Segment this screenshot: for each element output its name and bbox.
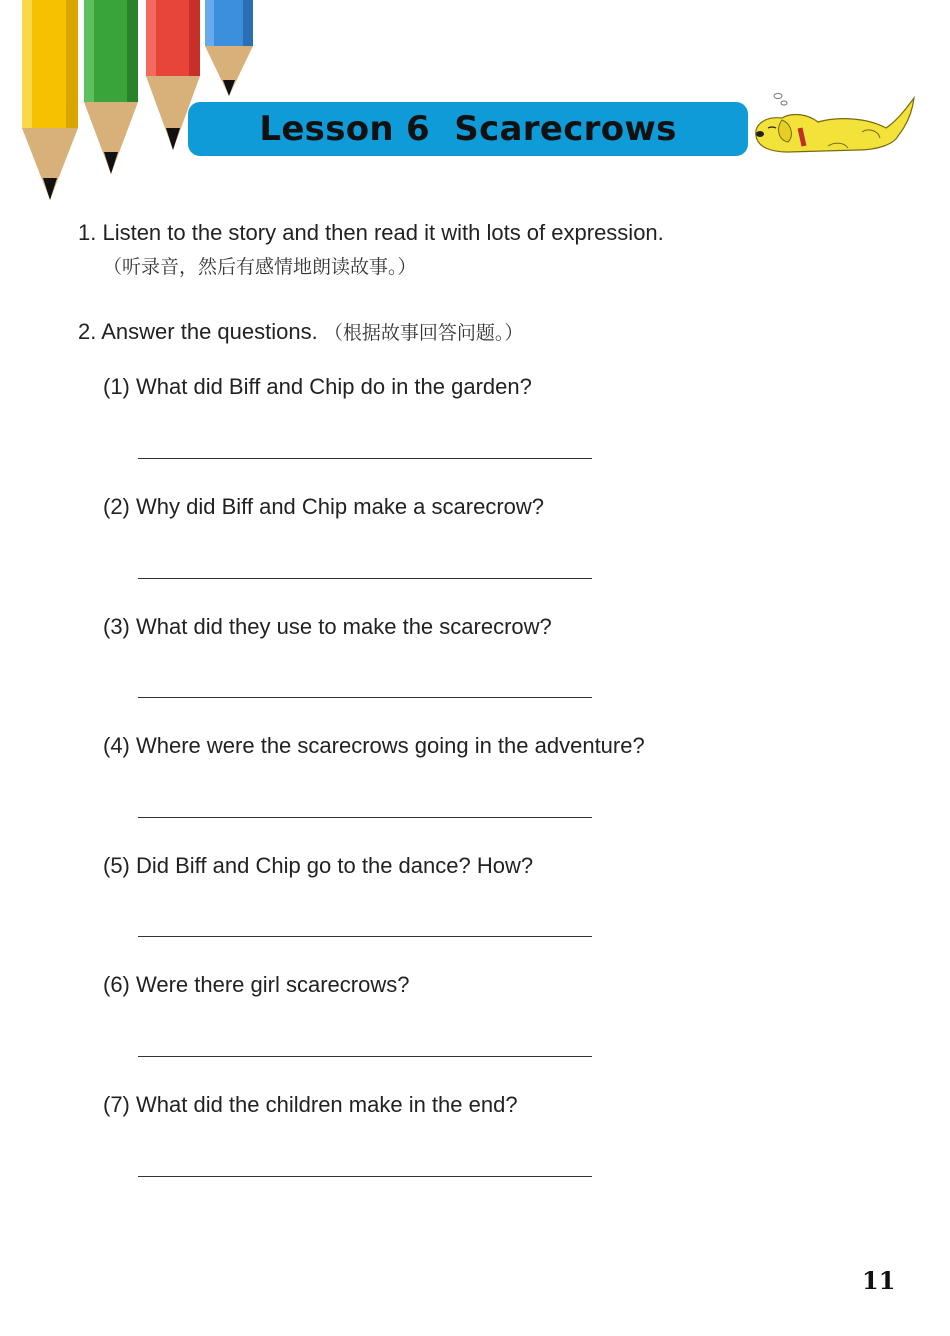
question-4: (4) Where were the scarecrows going in the adventure? [103, 733, 645, 758]
answer-line-4[interactable] [138, 817, 592, 818]
instruction-2-translation: （根据故事回答问题。） [323, 322, 524, 344]
instruction-2-text: 2. Answer the questions. [78, 319, 318, 344]
instruction-1-translation: （听录音，然后有感情地朗读故事。） [103, 256, 417, 278]
answer-line-1[interactable] [138, 458, 592, 459]
instruction-2 [78, 318, 523, 345]
question-3: (3) What did they use to make the scarecrow? [103, 614, 552, 639]
question-1: (1) What did Biff and Chip do in the garden? [103, 374, 532, 399]
answer-line-3[interactable] [138, 697, 592, 698]
answer-line-7[interactable] [138, 1176, 592, 1177]
instruction-1: 1. Listen to the story and then read it with lots of expression. [78, 220, 664, 245]
yellow-pencil-icon [22, 0, 78, 200]
green-pencil-icon [84, 0, 138, 174]
question-6: (6) Were there girl scarecrows? [103, 972, 410, 997]
page-number: 11 [862, 1266, 896, 1295]
question-2: (2) Why did Biff and Chip make a scarecrow? [103, 494, 544, 519]
answer-line-6[interactable] [138, 1056, 592, 1057]
blue-pencil-icon [205, 0, 253, 96]
sleeping-dog-icon [748, 92, 920, 160]
question-5: (5) Did Biff and Chip go to the dance? How? [103, 853, 534, 878]
question-7: (7) What did the children make in the end? [103, 1092, 518, 1117]
lesson-title-bar [188, 102, 748, 156]
lesson-title: Lesson 6 Scarecrows [259, 109, 677, 149]
answer-line-5[interactable] [138, 936, 592, 937]
answer-line-2[interactable] [138, 578, 592, 579]
